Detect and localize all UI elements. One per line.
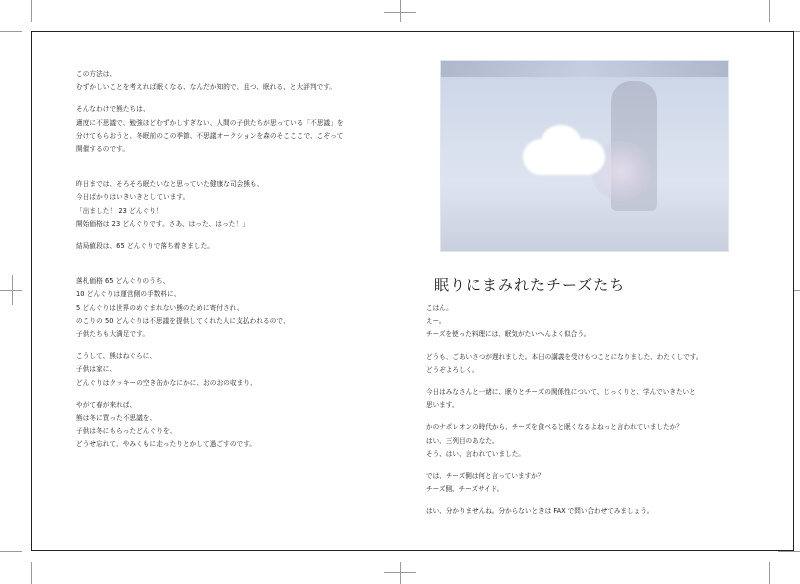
text-line: 「出ました！ 23 どんぐり！ <box>76 206 163 215</box>
crop-mark <box>769 562 770 584</box>
text-line: 今日はみなさんと一緒に、眠りとチーズの関係性について、じっくりと、学んでいきたいと <box>426 388 696 397</box>
paragraph <box>76 350 406 390</box>
text-line: はい、分かりませんね。分からないときは FAX で問い合わせてみましょう。 <box>426 507 654 516</box>
text-line: はい、三列目のあなた。 <box>426 436 499 445</box>
text-line: どうぞよろしく。 <box>426 365 479 374</box>
crop-mark <box>400 0 401 22</box>
paragraph <box>76 275 406 341</box>
text-line: やがて春が来れば、 <box>76 400 137 409</box>
crop-mark <box>31 562 32 584</box>
text-line: 適度に不思議で、勉強ほどむずかしすぎない、人間の子供たちが思っている「不思議」を <box>76 118 344 127</box>
article-heading: 眠りにまみれたチーズたち <box>434 276 626 294</box>
text-line: 5 どんぐりは世界のめぐまれない熊のために寄付され、 <box>76 303 244 312</box>
crop-mark <box>0 551 22 552</box>
crop-mark <box>0 290 22 291</box>
paragraph <box>76 399 406 452</box>
text-line: チーズを使った料理には、眠気がたいへんよく似合う。 <box>426 330 591 339</box>
paragraph <box>426 421 766 461</box>
crop-mark <box>778 551 800 552</box>
crop-mark <box>0 31 22 32</box>
crop-mark <box>384 12 416 13</box>
text-line: どうせ忘れて、やみくもに走ったりとかして過ごすのです。 <box>76 440 257 449</box>
paragraph <box>76 68 406 94</box>
text-line: 10 どんぐりは運営側の手数料に、 <box>76 290 181 299</box>
text-line: チーズ側、チーズサイド。 <box>426 485 504 494</box>
text-line: 思います。 <box>426 401 459 410</box>
text-line: かのナポレオンの時代から、チーズを食べると眠くなるよねっと言われていましたか？ <box>426 423 683 432</box>
text-line: 子供は冬にもらったどんぐりを、 <box>76 427 177 436</box>
crop-mark <box>400 562 401 584</box>
text-line: 今日ばかりはいきいきとしています。 <box>76 193 190 202</box>
left-page-text <box>76 68 406 461</box>
paragraph <box>76 240 406 253</box>
text-line: どうも、ごあいさつが遅れました。本日の講義を受けもつことになりました、わたくしです。 <box>426 352 703 361</box>
text-line: むずかしいことを考えれば眠くなる、なんだか知的で、且つ、眠れる、と大評判です。 <box>76 83 337 92</box>
paragraph <box>426 386 766 412</box>
text-line: 結局値段は、65 どんぐりで落ち着きました。 <box>76 242 214 251</box>
crop-mark <box>31 0 32 22</box>
page-spread <box>31 31 794 551</box>
text-line: そんなわけで熊たちは、 <box>76 105 150 114</box>
paragraph <box>426 302 766 342</box>
text-line: こうして、熊はねぐらに、 <box>76 352 157 361</box>
paragraph <box>76 178 406 231</box>
paragraph <box>426 505 766 518</box>
text-line: のこりの 50 どんぐりは不思議を提供してくれた人に支払われるので、 <box>76 316 290 325</box>
text-line: どんぐりはクッキーの空き缶かなにかに、おのおの収まり、 <box>76 378 257 387</box>
text-line: では、チーズ側は何と言っていますか？ <box>426 472 545 481</box>
cloud-shape <box>523 139 605 175</box>
text-line: 熊は冬に買った不思議を、 <box>76 414 157 423</box>
text-line: えー。 <box>426 317 446 326</box>
text-line: 昨日までは、そろそろ眠たいなと思っていた健康な司会熊も、 <box>76 180 264 189</box>
crop-mark <box>769 0 770 22</box>
crop-mark <box>12 275 13 305</box>
paragraph <box>426 470 766 496</box>
text-line: 開催するのです。 <box>76 145 130 154</box>
text-line: 落札価格 65 どんぐりのうち、 <box>76 277 170 286</box>
text-line: 子供は家に、 <box>76 365 117 374</box>
text-line: こはん。 <box>426 304 453 312</box>
snowy-forest-photo <box>440 60 729 252</box>
paragraph <box>76 103 406 156</box>
right-page-text <box>426 302 766 528</box>
text-line: この方法は、 <box>76 70 117 78</box>
text-line: そう、はい、言われていました。 <box>426 449 525 458</box>
text-line: 開始価格は 23 どんぐりです。さあ、はった、はった！」 <box>76 219 249 228</box>
crop-mark <box>384 572 416 573</box>
text-line: 分けてもらおうと、冬眠前のこの季節、不思議オークションを森のそこここで、こぞって <box>76 131 344 140</box>
paragraph <box>426 351 766 377</box>
text-line: 子供たちも大満足です。 <box>76 330 150 339</box>
